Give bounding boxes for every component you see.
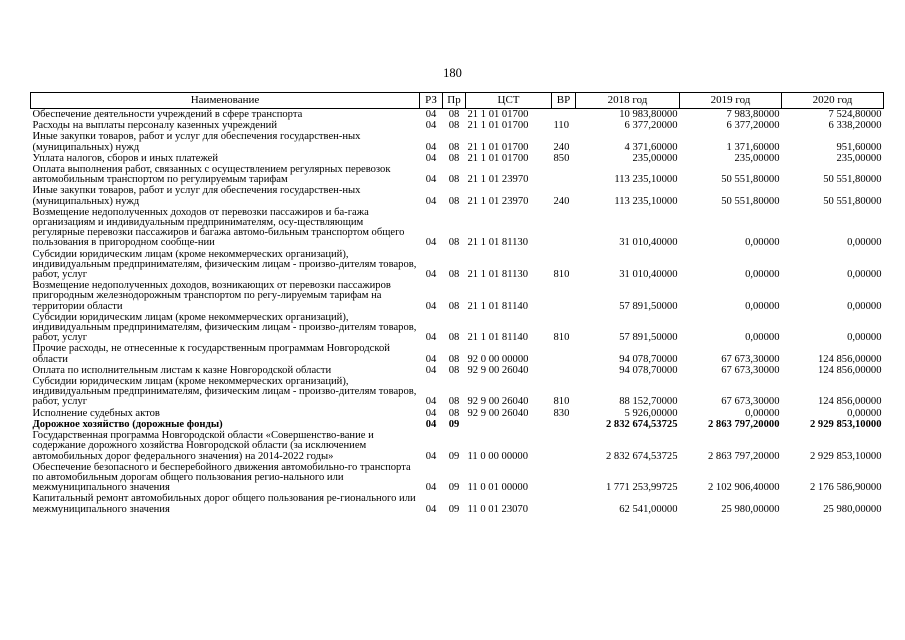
header-name: Наименование (31, 93, 420, 109)
header-2018: 2018 год (576, 93, 680, 109)
cell-rz: 04 (425, 174, 437, 186)
cell-cst: 21 1 01 01700 (467, 152, 529, 164)
cell-rz: 04 (425, 332, 437, 344)
table-row (31, 164, 884, 185)
cell-cst (466, 419, 552, 430)
cell-vr (552, 462, 576, 494)
cell-pr: 08 (448, 109, 460, 120)
cell-rz: 04 (425, 152, 437, 164)
cell-pr: 08 (448, 407, 460, 419)
table-row (31, 312, 884, 344)
cell-pr: 08 (448, 120, 460, 132)
cell-cst: 21 1 01 81130 (467, 269, 529, 281)
cell-pr: 08 (448, 269, 460, 281)
cell-pr: 09 (448, 418, 460, 430)
cell-pr: 08 (448, 300, 460, 312)
budget-table (30, 92, 884, 515)
cell-y2020: 2 176 586,90000 (809, 482, 882, 494)
cell-y2018: 94 078,70000 (619, 353, 678, 365)
cell-rz: 04 (425, 120, 437, 132)
header-rz: РЗ (420, 93, 443, 109)
cell-y2018: 2 832 674,53725 (605, 450, 678, 462)
cell-y2019: 67 673,30000 (721, 364, 780, 376)
cell-rz: 04 (425, 482, 437, 494)
header-2019: 2019 год (680, 93, 782, 109)
table-row (31, 419, 884, 430)
table-row (31, 153, 884, 164)
cell-y2020: 6 338,20000 (828, 120, 882, 132)
cell-y2019: 0,00000 (745, 332, 780, 344)
cell-name: Иные закупки товаров, работ и услуг для обеспечения государствен-ных (муниципальных) нужд (32, 185, 361, 207)
cell-y2018: 4 371,60000 (624, 141, 678, 153)
cell-vr: 240 (553, 141, 570, 153)
cell-pr: 09 (448, 503, 460, 515)
header-row (31, 93, 884, 109)
cell-y2020: 2 929 853,10000 (809, 418, 882, 430)
cell-rz: 04 (425, 195, 437, 207)
table-row (31, 185, 884, 206)
cell-rz: 04 (425, 407, 437, 419)
cell-name: Обеспечение деятельности учреждений в сфере транспорта (32, 109, 303, 120)
cell-y2019: 2 102 906,40000 (707, 482, 780, 494)
header-pr: Пр (443, 93, 466, 109)
cell-rz: 04 (425, 269, 437, 281)
cell-rz: 04 (425, 503, 437, 515)
cell-y2018: 5 926,00000 (624, 407, 678, 419)
cell-name: Возмещение недополученных доходов, возникающих от перевозки пассажиров пригородным железнодорожным транспортом по регу-лируемым тарифам на территории области (32, 280, 391, 312)
table-row (31, 365, 884, 376)
cell-cst: 92 9 00 26040 (467, 407, 529, 419)
cell-vr: 810 (553, 332, 570, 344)
cell-vr: 850 (553, 152, 570, 164)
cell-name: Капитальный ремонт автомобильных дорог общего пользования ре-гионального или межмуниципального значения (32, 493, 416, 515)
cell-y2019: 2 863 797,20000 (707, 450, 780, 462)
cell-cst: 21 1 01 81130 (467, 237, 529, 249)
cell-y2019: 1 371,60000 (726, 141, 780, 153)
cell-vr (552, 109, 576, 121)
cell-y2020: 50 551,80000 (823, 174, 882, 186)
cell-y2019: 50 551,80000 (721, 195, 780, 207)
cell-y2019: 6 377,20000 (726, 120, 780, 132)
table-row (31, 343, 884, 364)
cell-rz: 04 (425, 450, 437, 462)
cell-name: Исполнение судебных актов (32, 407, 160, 419)
cell-name: Дорожное хозяйство (дорожные фонды) (32, 418, 223, 430)
cell-y2018: 6 377,20000 (624, 120, 678, 132)
cell-y2020: 25 980,00000 (823, 503, 882, 515)
cell-rz: 04 (425, 141, 437, 153)
cell-name: Субсидии юридическим лицам (кроме некоммерческих организаций), индивидуальным предпринимателям, физическим лицам - произво-дителям товаров, работ, услуг (32, 311, 417, 344)
cell-y2020: 0,00000 (847, 332, 882, 344)
cell-name: Иные закупки товаров, работ и услуг для обеспечения государствен-ных (муниципальных) нужд (32, 131, 361, 153)
cell-pr: 08 (448, 396, 460, 408)
cell-cst: 11 0 01 00000 (467, 482, 529, 494)
table-row (31, 430, 884, 462)
header-vr: ВР (552, 93, 576, 109)
cell-y2019: 235,00000 (734, 152, 780, 164)
cell-vr (552, 419, 576, 430)
cell-name: Субсидии юридическим лицам (кроме некоммерческих организаций), индивидуальным предпринимателям, физическим лицам - произво-дителям товаров, работ, услуг (32, 376, 417, 408)
cell-name: Оплата выполнения работ, связанных с осуществлением регулярных перевозок автомобильным транспортом по регулируемым тарифам (32, 164, 391, 186)
cell-y2018: 1 771 253,99725 (605, 482, 678, 494)
cell-y2019: 50 551,80000 (721, 174, 780, 186)
header-cst: ЦСТ (466, 93, 552, 109)
cell-pr: 09 (448, 482, 460, 494)
cell-vr: 830 (553, 407, 570, 419)
cell-y2018: 2 832 674,53725 (605, 418, 678, 430)
cell-y2019: 67 673,30000 (721, 396, 780, 408)
cell-cst: 21 1 01 01700 (467, 109, 529, 120)
cell-y2018: 94 078,70000 (619, 364, 678, 376)
cell-cst: 21 1 01 01700 (467, 141, 529, 153)
header-2020: 2020 год (782, 93, 884, 109)
cell-cst: 11 0 00 00000 (467, 450, 529, 462)
cell-rz: 04 (425, 353, 437, 365)
cell-cst: 21 1 01 81140 (467, 300, 529, 312)
table-row (31, 408, 884, 419)
cell-y2018: 62 541,00000 (619, 503, 678, 515)
cell-y2019: 25 980,00000 (721, 503, 780, 515)
cell-name: Уплата налогов, сборов и иных платежей (32, 152, 219, 164)
cell-cst: 21 1 01 81140 (467, 332, 529, 344)
cell-y2020: 124 856,00000 (817, 353, 882, 365)
cell-rz: 04 (425, 418, 437, 430)
table-row (31, 109, 884, 121)
cell-y2018: 57 891,50000 (619, 332, 678, 344)
cell-name: Возмещение недополученных доходов от перевозки пассажиров и ба-гажа организациям и индивидуальным предпринимателям, осу-ществляющим регулярные перевозки пассажиров и багажа автомо-бильным транспортом общего пользования в пригородном сообще-нии (32, 206, 405, 249)
table-body (31, 109, 884, 515)
cell-y2020: 50 551,80000 (823, 195, 882, 207)
cell-vr (552, 207, 576, 249)
cell-cst: 92 9 00 26040 (467, 396, 529, 408)
cell-cst: 11 0 01 23070 (467, 503, 529, 515)
cell-y2020: 235,00000 (836, 152, 882, 164)
cell-y2019: 7 983,80000 (726, 109, 780, 120)
cell-rz: 04 (425, 237, 437, 249)
cell-name: Обеспечение безопасного и бесперебойного движения автомобильно-го транспорта по автомобильным дорогам общего пользования регио-нального или межмуниципального значения (32, 461, 411, 494)
cell-cst: 21 1 01 23970 (467, 174, 529, 186)
cell-rz: 04 (425, 300, 437, 312)
cell-pr: 08 (448, 195, 460, 207)
cell-y2019: 0,00000 (745, 300, 780, 312)
cell-vr: 240 (553, 195, 570, 207)
cell-rz: 04 (425, 396, 437, 408)
cell-y2018: 88 152,70000 (619, 396, 678, 408)
table-row (31, 376, 884, 408)
cell-y2020: 0,00000 (847, 269, 882, 281)
table-row (31, 120, 884, 131)
cell-vr (552, 280, 576, 312)
cell-rz: 04 (425, 109, 437, 120)
cell-y2020: 0,00000 (847, 407, 882, 419)
cell-pr: 08 (448, 364, 460, 376)
cell-cst: 92 0 00 00000 (467, 353, 529, 365)
cell-y2019: 0,00000 (745, 407, 780, 419)
cell-name: Прочие расходы, не отнесенные к государственным программам Новгородской области (32, 343, 390, 365)
table-row (31, 131, 884, 152)
cell-y2020: 124 856,00000 (817, 364, 882, 376)
cell-vr (552, 365, 576, 376)
cell-y2018: 31 010,40000 (619, 269, 678, 281)
cell-vr: 810 (553, 269, 570, 281)
cell-cst: 21 1 01 23970 (467, 195, 529, 207)
table-row (31, 493, 884, 514)
cell-y2020: 2 929 853,10000 (809, 450, 882, 462)
cell-y2018: 10 983,80000 (619, 109, 678, 120)
cell-y2019: 0,00000 (745, 237, 780, 249)
cell-pr: 08 (448, 141, 460, 153)
cell-y2018: 113 235,10000 (614, 195, 678, 207)
cell-pr: 09 (448, 450, 460, 462)
cell-y2020: 7 524,80000 (828, 109, 882, 120)
cell-pr: 08 (448, 332, 460, 344)
table-row (31, 249, 884, 281)
table-row (31, 280, 884, 312)
cell-name: Расходы на выплаты персоналу казенных учреждений (32, 120, 277, 132)
cell-cst: 21 1 01 01700 (467, 120, 529, 132)
cell-y2018: 113 235,10000 (614, 174, 678, 186)
cell-pr: 08 (448, 353, 460, 365)
cell-vr (552, 430, 576, 462)
cell-y2018: 57 891,50000 (619, 300, 678, 312)
cell-y2018: 31 010,40000 (619, 237, 678, 249)
cell-vr: 810 (553, 396, 570, 408)
cell-vr (552, 493, 576, 514)
cell-cst: 92 9 00 26040 (467, 364, 529, 376)
cell-pr: 08 (448, 237, 460, 249)
cell-y2019: 0,00000 (745, 269, 780, 281)
cell-y2019: 2 863 797,20000 (707, 418, 780, 430)
cell-vr: 110 (553, 120, 569, 132)
cell-y2018: 235,00000 (632, 152, 678, 164)
cell-vr (552, 164, 576, 185)
cell-y2020: 0,00000 (847, 300, 882, 312)
cell-y2020: 0,00000 (847, 237, 882, 249)
cell-rz: 04 (425, 364, 437, 376)
cell-vr (552, 343, 576, 364)
cell-name: Субсидии юридическим лицам (кроме некоммерческих организаций), индивидуальным предпринимателям, физическим лицам - произво-дителям товаров, работ, услуг (32, 248, 417, 281)
cell-y2020: 951,60000 (836, 141, 882, 153)
table-row (31, 207, 884, 249)
cell-y2019: 67 673,30000 (721, 353, 780, 365)
page-number: 180 (443, 66, 462, 80)
cell-y2020: 124 856,00000 (817, 396, 882, 408)
cell-name: Оплата по исполнительным листам к казне Новгородской области (32, 364, 332, 376)
cell-pr: 08 (448, 174, 460, 186)
table-row (31, 462, 884, 494)
cell-pr: 08 (448, 152, 460, 164)
cell-name: Государственная программа Новгородской области «Совершенство-вание и содержание дорожного хозяйства Новгородской области (за исключением автомобильных дорог федерального значения) на 2014-2022 годы» (32, 430, 374, 462)
